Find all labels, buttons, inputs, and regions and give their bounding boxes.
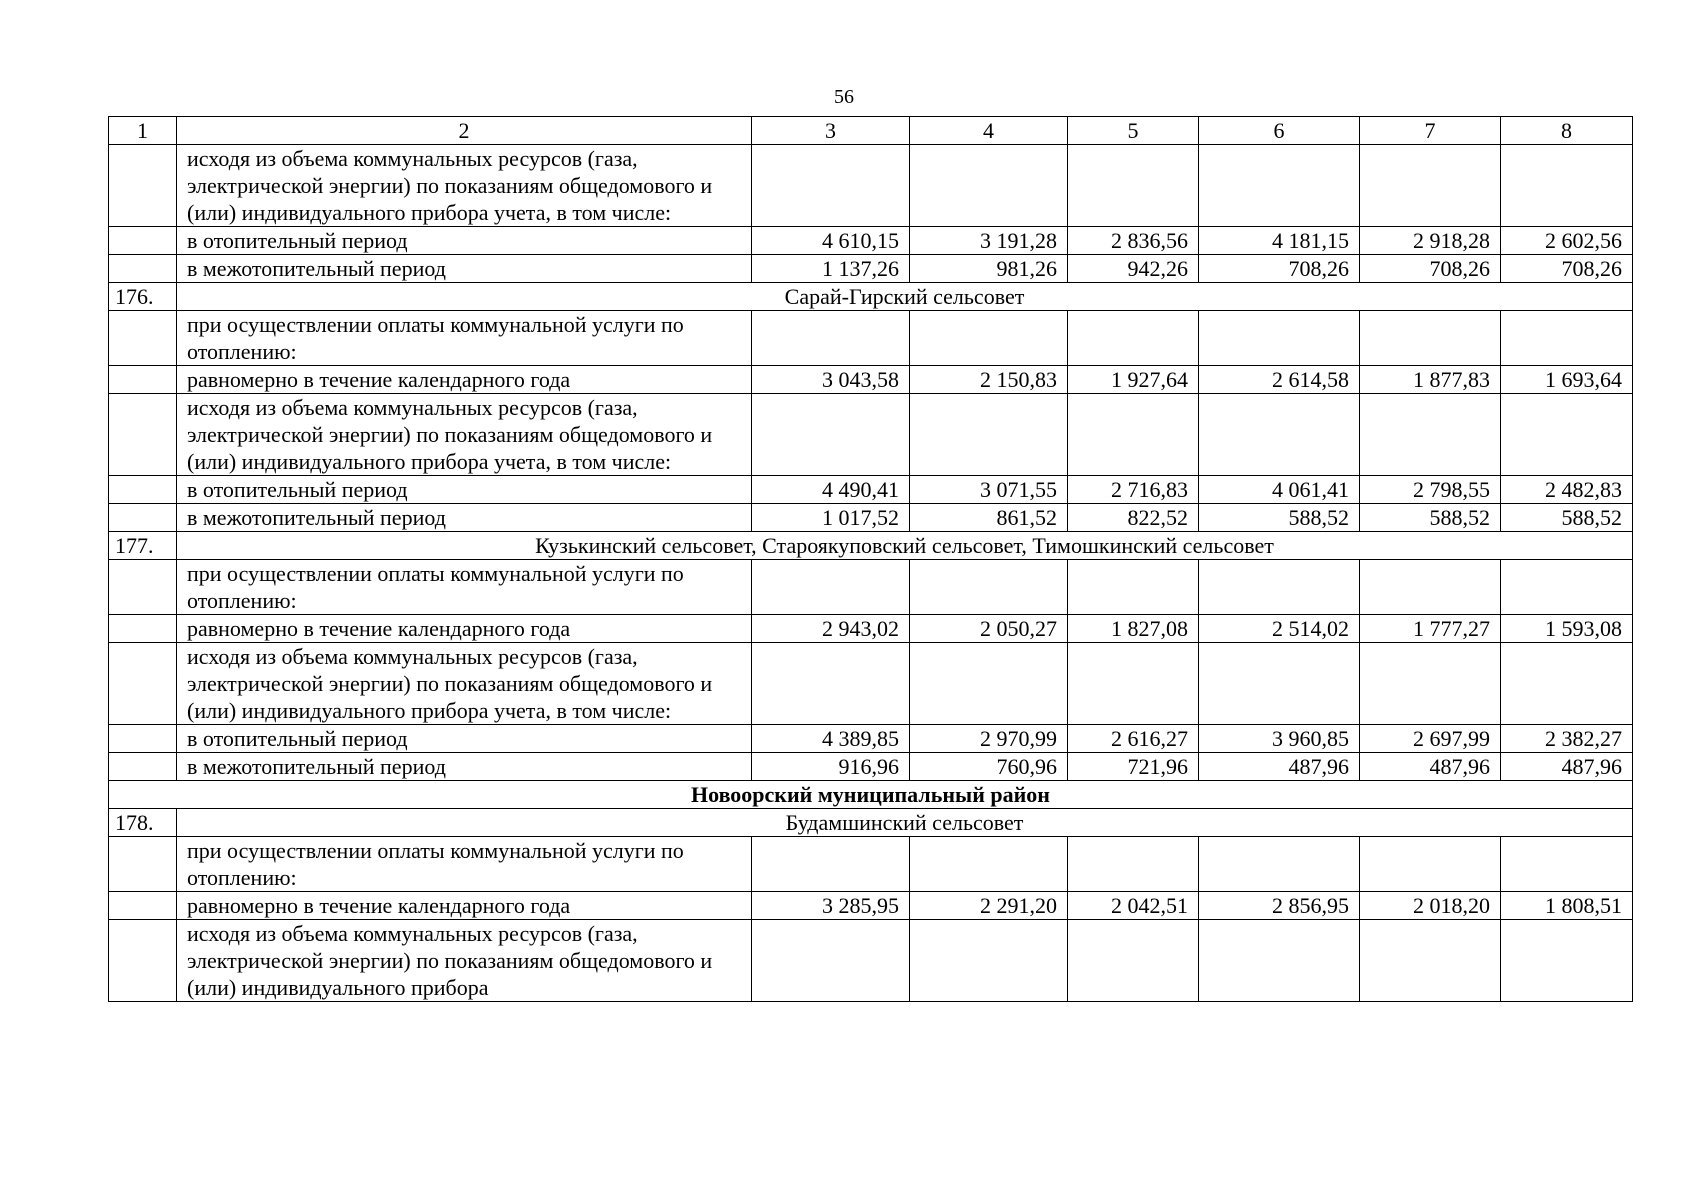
row-label-cell: равномерно в течение календарного года xyxy=(177,892,752,920)
value-cell: 942,26 xyxy=(1068,255,1199,283)
value-cell xyxy=(1360,920,1501,1002)
value-cell xyxy=(1501,145,1633,227)
table-row xyxy=(109,366,1633,394)
value-cell xyxy=(1501,920,1633,1002)
value-cell xyxy=(1199,837,1360,892)
value-cell: 3 960,85 xyxy=(1199,725,1360,753)
section-row xyxy=(109,809,1633,837)
value-cell: 1 777,27 xyxy=(1360,615,1501,643)
row-label-cell: исходя из объема коммунальных ресурсов (газа, электрической энергии) по показаниям общедомового и (или) индивидуального прибора учета, в том числе: xyxy=(177,145,752,227)
district-title-cell: Новоорский муниципальный район xyxy=(109,781,1633,809)
value-cell xyxy=(1199,643,1360,725)
value-cell xyxy=(910,560,1068,615)
row-label-cell: исходя из объема коммунальных ресурсов (газа, электрической энергии) по показаниям общедомового и (или) индивидуального прибора учета, в том числе: xyxy=(177,394,752,476)
row-label-cell: в отопительный период xyxy=(177,725,752,753)
section-title-cell: Кузькинский сельсовет, Староякуповский сельсовет, Тимошкинский сельсовет xyxy=(177,532,1633,560)
value-cell: 1 927,64 xyxy=(1068,366,1199,394)
table-row xyxy=(109,476,1633,504)
row-label-cell: равномерно в течение календарного года xyxy=(177,366,752,394)
value-cell xyxy=(752,643,910,725)
value-cell: 2 836,56 xyxy=(1068,227,1199,255)
row-number-cell xyxy=(109,615,177,643)
value-cell xyxy=(1068,920,1199,1002)
row-label-cell: при осуществлении оплаты коммунальной услуги по отоплению: xyxy=(177,311,752,366)
value-cell: 487,96 xyxy=(1501,753,1633,781)
value-cell: 2 970,99 xyxy=(910,725,1068,753)
row-number-cell: 178. xyxy=(109,809,177,837)
value-cell: 708,26 xyxy=(1360,255,1501,283)
value-cell xyxy=(1068,394,1199,476)
table-row xyxy=(109,920,1633,1002)
value-cell: 2 614,58 xyxy=(1199,366,1360,394)
value-cell: 1 693,64 xyxy=(1501,366,1633,394)
row-number-cell xyxy=(109,920,177,1002)
value-cell xyxy=(910,920,1068,1002)
value-cell xyxy=(752,145,910,227)
section-row xyxy=(109,532,1633,560)
value-cell: 4 610,15 xyxy=(752,227,910,255)
section-title-cell: Будамшинский сельсовет xyxy=(177,809,1633,837)
value-cell: 4 181,15 xyxy=(1199,227,1360,255)
value-cell: 3 191,28 xyxy=(910,227,1068,255)
value-cell xyxy=(1501,311,1633,366)
value-cell: 4 490,41 xyxy=(752,476,910,504)
value-cell: 588,52 xyxy=(1360,504,1501,532)
value-cell: 861,52 xyxy=(910,504,1068,532)
value-cell: 2 798,55 xyxy=(1360,476,1501,504)
value-cell xyxy=(752,560,910,615)
row-label-cell: равномерно в течение календарного года xyxy=(177,615,752,643)
value-cell xyxy=(1199,920,1360,1002)
table-row xyxy=(109,145,1633,227)
value-cell: 981,26 xyxy=(910,255,1068,283)
row-number-cell xyxy=(109,255,177,283)
value-cell: 2 616,27 xyxy=(1068,725,1199,753)
section-row xyxy=(109,283,1633,311)
value-cell: 2 150,83 xyxy=(910,366,1068,394)
value-cell xyxy=(910,643,1068,725)
value-cell: 1 137,26 xyxy=(752,255,910,283)
value-cell: 822,52 xyxy=(1068,504,1199,532)
value-cell: 2 943,02 xyxy=(752,615,910,643)
table-row xyxy=(109,311,1633,366)
value-cell: 1 017,52 xyxy=(752,504,910,532)
value-cell xyxy=(1068,643,1199,725)
value-cell: 2 018,20 xyxy=(1360,892,1501,920)
row-number-cell xyxy=(109,476,177,504)
value-cell: 3 043,58 xyxy=(752,366,910,394)
table-body xyxy=(109,117,1633,1002)
value-cell: 2 602,56 xyxy=(1501,227,1633,255)
value-cell: 4 061,41 xyxy=(1199,476,1360,504)
value-cell: 1 827,08 xyxy=(1068,615,1199,643)
table-row xyxy=(109,227,1633,255)
row-number-cell: 176. xyxy=(109,283,177,311)
value-cell xyxy=(1068,837,1199,892)
value-cell: 487,96 xyxy=(1360,753,1501,781)
value-cell xyxy=(1199,145,1360,227)
value-cell: 2 291,20 xyxy=(910,892,1068,920)
value-cell xyxy=(1360,560,1501,615)
value-cell xyxy=(1501,394,1633,476)
value-cell xyxy=(1501,560,1633,615)
value-cell: 3 071,55 xyxy=(910,476,1068,504)
value-cell xyxy=(752,394,910,476)
value-cell: 708,26 xyxy=(1501,255,1633,283)
value-cell: 1 593,08 xyxy=(1501,615,1633,643)
table-row xyxy=(109,560,1633,615)
value-cell: 588,52 xyxy=(1199,504,1360,532)
district-row xyxy=(109,781,1633,809)
value-cell: 708,26 xyxy=(1199,255,1360,283)
column-number-cell: 4 xyxy=(910,117,1068,145)
table-row xyxy=(109,394,1633,476)
value-cell: 588,52 xyxy=(1501,504,1633,532)
section-title-cell: Сарай-Гирский сельсовет xyxy=(177,283,1633,311)
value-cell: 916,96 xyxy=(752,753,910,781)
value-cell: 2 514,02 xyxy=(1199,615,1360,643)
value-cell: 487,96 xyxy=(1199,753,1360,781)
column-number-cell: 1 xyxy=(109,117,177,145)
row-number-cell: 177. xyxy=(109,532,177,560)
tariff-table xyxy=(108,116,1633,1002)
row-number-cell xyxy=(109,560,177,615)
value-cell xyxy=(910,837,1068,892)
column-number-cell: 3 xyxy=(752,117,910,145)
row-number-cell xyxy=(109,311,177,366)
value-cell xyxy=(1501,643,1633,725)
row-label-cell: в межотопительный период xyxy=(177,753,752,781)
row-number-cell xyxy=(109,394,177,476)
page-number: 56 xyxy=(834,86,854,108)
row-label-cell: в отопительный период xyxy=(177,476,752,504)
value-cell: 3 285,95 xyxy=(752,892,910,920)
value-cell: 4 389,85 xyxy=(752,725,910,753)
column-number-cell: 8 xyxy=(1501,117,1633,145)
row-label-cell: при осуществлении оплаты коммунальной услуги по отоплению: xyxy=(177,837,752,892)
value-cell xyxy=(1360,394,1501,476)
value-cell xyxy=(910,145,1068,227)
value-cell: 2 697,99 xyxy=(1360,725,1501,753)
row-number-cell xyxy=(109,753,177,781)
value-cell xyxy=(1199,311,1360,366)
value-cell: 2 482,83 xyxy=(1501,476,1633,504)
row-label-cell: в межотопительный период xyxy=(177,504,752,532)
value-cell xyxy=(1360,643,1501,725)
table-row xyxy=(109,615,1633,643)
value-cell: 2 050,27 xyxy=(910,615,1068,643)
row-number-cell xyxy=(109,366,177,394)
row-label-cell: исходя из объема коммунальных ресурсов (газа, электрической энергии) по показаниям общедомового и (или) индивидуального прибора xyxy=(177,920,752,1002)
row-number-cell xyxy=(109,504,177,532)
row-label-cell: при осуществлении оплаты коммунальной услуги по отоплению: xyxy=(177,560,752,615)
value-cell xyxy=(752,311,910,366)
value-cell xyxy=(1199,560,1360,615)
value-cell xyxy=(1199,394,1360,476)
value-cell xyxy=(1360,837,1501,892)
value-cell xyxy=(1360,311,1501,366)
table-row xyxy=(109,255,1633,283)
value-cell: 2 042,51 xyxy=(1068,892,1199,920)
table-row xyxy=(109,504,1633,532)
table-row xyxy=(109,643,1633,725)
row-number-cell xyxy=(109,892,177,920)
value-cell xyxy=(1501,837,1633,892)
column-number-cell: 7 xyxy=(1360,117,1501,145)
value-cell xyxy=(1068,560,1199,615)
table-row xyxy=(109,725,1633,753)
value-cell: 760,96 xyxy=(910,753,1068,781)
value-cell xyxy=(910,394,1068,476)
row-label-cell: в отопительный период xyxy=(177,227,752,255)
row-number-cell xyxy=(109,643,177,725)
value-cell: 2 716,83 xyxy=(1068,476,1199,504)
table-row xyxy=(109,753,1633,781)
value-cell: 2 856,95 xyxy=(1199,892,1360,920)
value-cell xyxy=(752,920,910,1002)
value-cell: 1 808,51 xyxy=(1501,892,1633,920)
value-cell: 2 918,28 xyxy=(1360,227,1501,255)
row-number-cell xyxy=(109,837,177,892)
value-cell: 1 877,83 xyxy=(1360,366,1501,394)
value-cell: 721,96 xyxy=(1068,753,1199,781)
column-number-cell: 6 xyxy=(1199,117,1360,145)
value-cell xyxy=(1360,145,1501,227)
row-label-cell: исходя из объема коммунальных ресурсов (газа, электрической энергии) по показаниям общедомового и (или) индивидуального прибора учета, в том числе: xyxy=(177,643,752,725)
value-cell xyxy=(1068,145,1199,227)
value-cell: 2 382,27 xyxy=(1501,725,1633,753)
value-cell xyxy=(1068,311,1199,366)
row-number-cell xyxy=(109,145,177,227)
table-row xyxy=(109,837,1633,892)
row-label-cell: в межотопительный период xyxy=(177,255,752,283)
row-number-cell xyxy=(109,227,177,255)
column-number-row xyxy=(109,117,1633,145)
value-cell xyxy=(910,311,1068,366)
table-row xyxy=(109,892,1633,920)
column-number-cell: 5 xyxy=(1068,117,1199,145)
value-cell xyxy=(752,837,910,892)
row-number-cell xyxy=(109,725,177,753)
column-number-cell: 2 xyxy=(177,117,752,145)
